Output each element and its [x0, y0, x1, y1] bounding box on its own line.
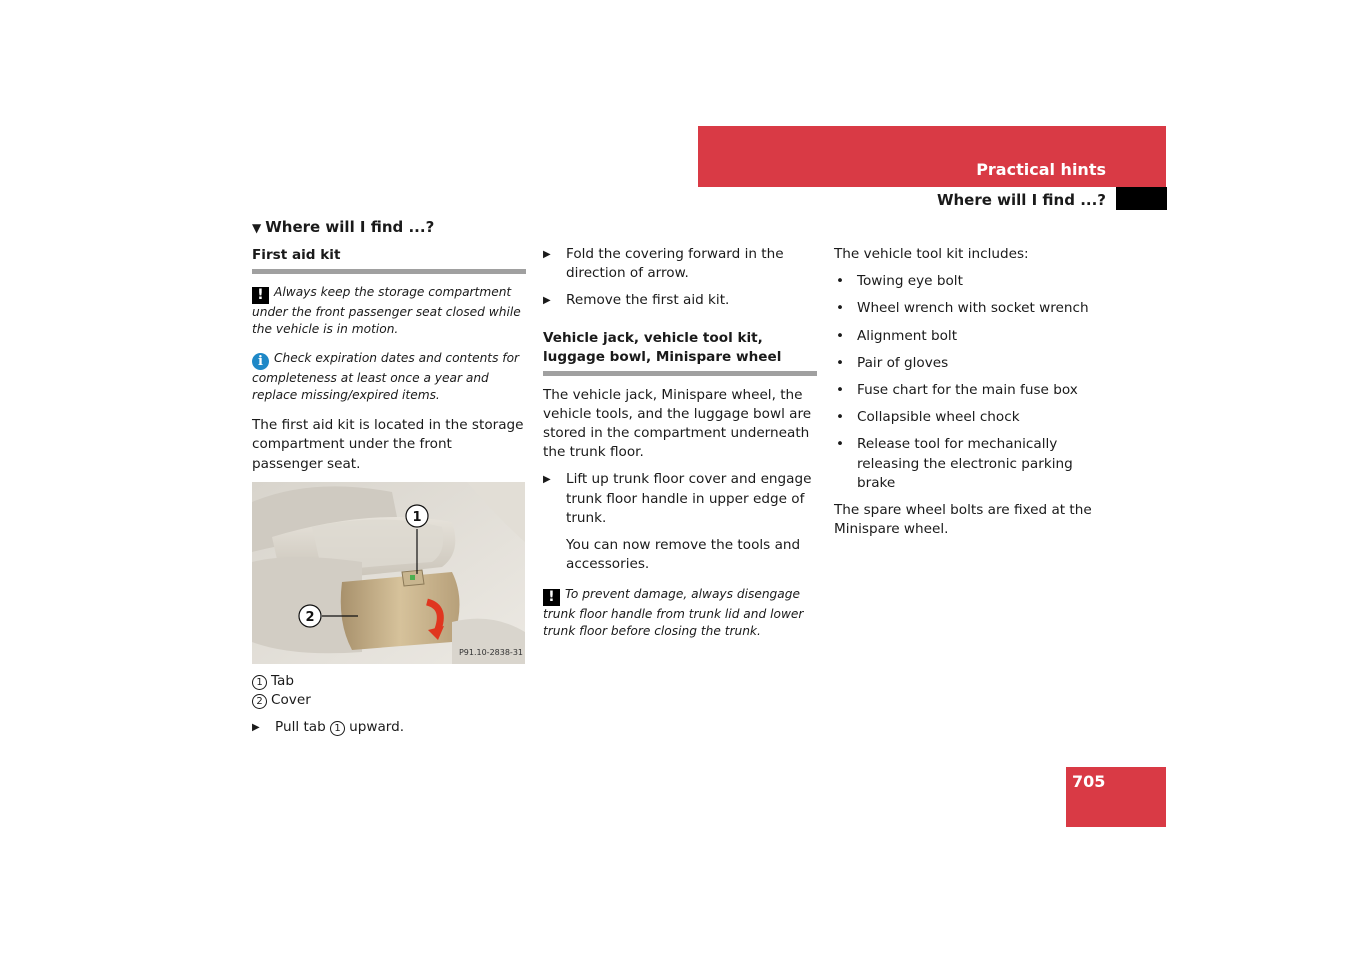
chapter-title: Practical hints	[976, 160, 1106, 179]
column-3	[834, 245, 1108, 547]
arrow-right-icon: ▶	[543, 474, 551, 486]
bullet-icon: •	[836, 300, 845, 317]
figure-callout-2: 2	[305, 609, 315, 625]
warning-note: ! To prevent damage, always disengage trunk floor handle from trunk lid and lower trunk floor before closing the trunk.	[543, 587, 804, 639]
list-item: • Alignment bolt	[834, 327, 1108, 346]
instruction-step: ▶ Remove the first aid kit.	[543, 291, 817, 310]
bullet-icon: •	[836, 273, 845, 290]
bullet-icon: •	[836, 327, 845, 344]
paragraph: The first aid kit is located in the storage compartment under the front passenger seat.	[252, 417, 524, 472]
section-heading: ▼ Where will I find ...?	[252, 218, 435, 236]
paragraph: The vehicle tool kit includes:	[834, 246, 1029, 262]
subsection-heading-first-aid: First aid kit	[252, 246, 526, 274]
column-1	[252, 218, 526, 745]
warning-icon: !	[543, 589, 560, 606]
legend-item: 2 Cover	[252, 691, 526, 710]
warning-icon: !	[252, 287, 269, 304]
bullet-icon: •	[836, 436, 845, 453]
arrow-right-icon: ▶	[252, 722, 260, 734]
legend-item: 1 Tab	[252, 672, 526, 691]
warning-note: ! Always keep the storage compartment under the front passenger seat closed while the vehicle is in motion.	[252, 285, 521, 337]
bullet-icon: •	[836, 354, 845, 371]
column-2	[543, 245, 817, 652]
info-note: i Check expiration dates and contents for completeness at least once a year and replace missing/expired items.	[252, 351, 520, 403]
instruction-step: ▶ Lift up trunk floor cover and engage trunk floor handle in upper edge of trunk.	[543, 471, 812, 526]
paragraph: The vehicle jack, Minispare wheel, the vehicle tools, and the luggage bowl are stored in the compartment underneath the trunk floor.	[543, 386, 812, 461]
header-marker	[1116, 187, 1167, 210]
bullet-icon: •	[836, 382, 845, 399]
figure-callout-1: 1	[412, 509, 422, 525]
triangle-down-icon: ▼	[252, 221, 262, 235]
list-item: • Pair of gloves	[834, 354, 1108, 373]
subsection-heading-vehicle-jack: Vehicle jack, vehicle tool kit, luggage bowl, Minispare wheel	[543, 329, 817, 376]
bullet-icon: •	[836, 409, 845, 426]
figure-code: P91.10-2838-31	[458, 647, 523, 657]
paragraph: The spare wheel bolts are fixed at the Minispare wheel.	[834, 502, 1092, 538]
info-icon: i	[252, 353, 269, 370]
instruction-step: ▶ Pull tab 1 upward.	[252, 718, 526, 737]
step-continuation: You can now remove the tools and accessories.	[566, 537, 801, 573]
arrow-right-icon: ▶	[543, 295, 551, 307]
section-title-header: Where will I find ...?	[936, 191, 1106, 209]
seat-compartment-figure	[252, 482, 525, 664]
list-item: • Collapsible wheel chock	[834, 408, 1108, 427]
list-item: • Release tool for mechanically releasing the electronic parking brake	[836, 436, 1073, 491]
list-item: • Wheel wrench with socket wrench	[834, 299, 1108, 318]
page-number: 705	[1072, 772, 1106, 791]
arrow-right-icon: ▶	[543, 249, 551, 260]
list-item: • Towing eye bolt	[834, 272, 1108, 291]
instruction-step: ▶ Fold the covering forward in the direction of arrow.	[543, 246, 784, 282]
seat-illustration	[252, 482, 525, 664]
list-item: • Fuse chart for the main fuse box	[834, 381, 1108, 400]
